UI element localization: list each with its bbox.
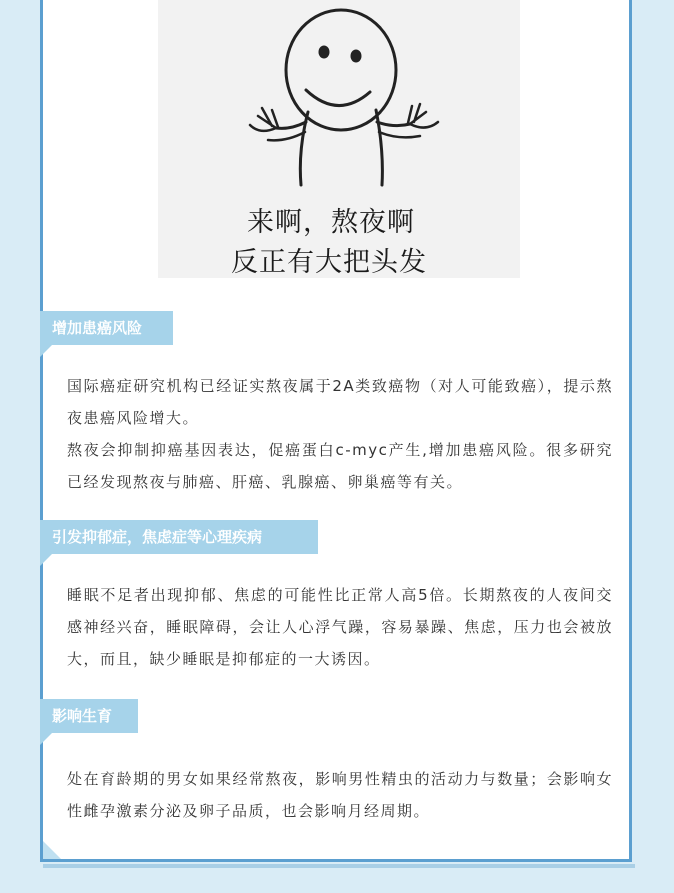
- header-fold-triangle: [40, 733, 52, 745]
- paragraph-cancer-1: 国际癌症研究机构已经证实熬夜属于2A类致癌物（对人可能致癌），提示熬夜患癌风险增大。: [67, 377, 613, 427]
- paragraph-depression: 睡眠不足者出现抑郁、焦虑的可能性比正常人高5倍。长期熬夜的人夜间交感神经兴奋，睡眠障碍，会让人心浮气躁，容易暴躁、焦虑，压力也会被放大，而且，缺少睡眠是抑郁症的一大诱因。: [67, 586, 613, 668]
- section-title: 影响生育: [52, 707, 113, 725]
- left-background-band: [0, 0, 40, 893]
- paragraph-fertility: 处在育龄期的男女如果经常熬夜，影响男性精虫的活动力与数量；会影响女性雌孕激素分泌及卵子品质，也会影响月经周期。: [67, 770, 613, 820]
- header-fold-triangle: [40, 554, 52, 566]
- right-background-band: [636, 0, 674, 893]
- section-title: 引发抑郁症，焦虑症等心理疾病: [52, 528, 263, 546]
- section-header-fertility: [40, 699, 138, 733]
- meme-caption-line-1: 来啊，熬夜啊: [247, 207, 415, 238]
- card-corner-fold: [43, 841, 61, 859]
- section-header-depression: [40, 520, 318, 554]
- article-card: [40, 0, 632, 862]
- card-shadow: [43, 864, 635, 868]
- paragraph-cancer-2: 熬夜会抑制抑癌基因表达，促癌蛋白c-myc产生,增加患癌风险。很多研究已经发现熬夜与肺癌、肝癌、乳腺癌、卵巢癌等有关。: [67, 441, 613, 491]
- header-fold-triangle: [40, 345, 52, 357]
- meme-caption-line-2: 反正有大把头发: [231, 247, 427, 278]
- section-title: 增加患癌风险: [52, 319, 143, 337]
- section-header-cancer-risk: [40, 311, 173, 345]
- meme-image: [158, 0, 520, 278]
